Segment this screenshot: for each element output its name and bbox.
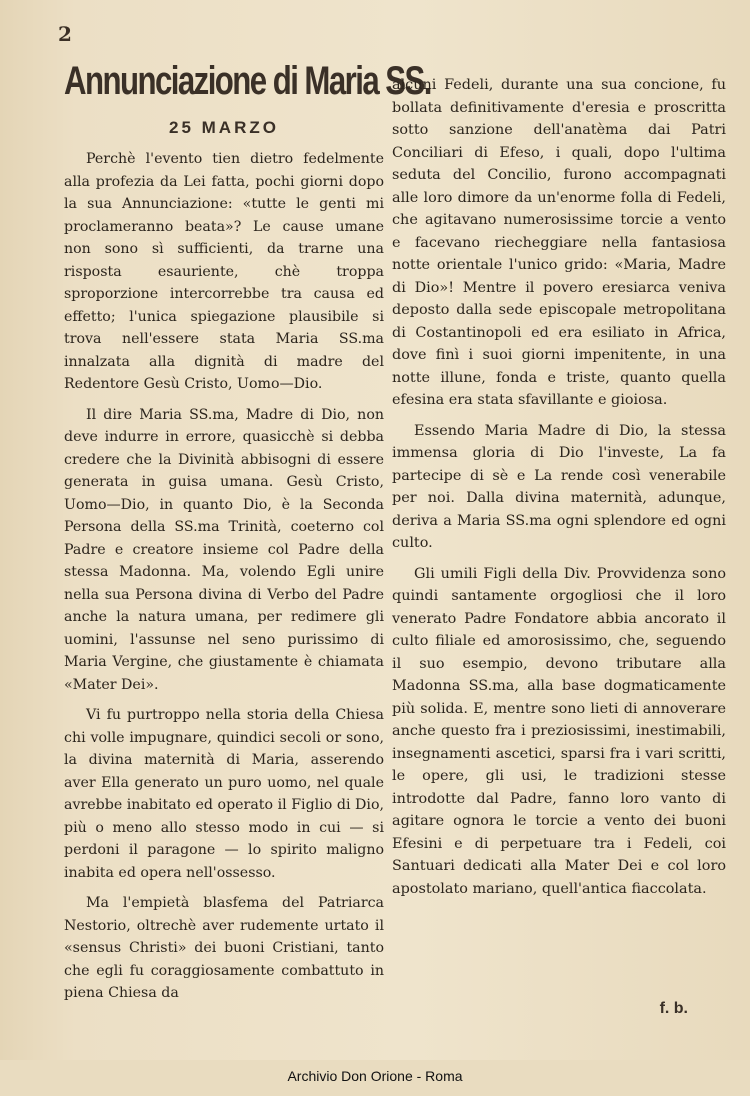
- archive-footer: [0, 1060, 750, 1096]
- paragraph: Perchè l'evento tien dietro fedelmente alla profezia da Lei fatta, pochi giorni dopo la sua Annunciazione: «tutte le genti mi proclameranno beata»? Le cause umane non sono sì sufficienti, da trarne una risposta esauriente, chè troppa sproporzione intercorrebbe tra causa ed effetto; l'unica spiegazione plausibile si trova nell'essere stata Maria SS.ma innalzata alla dignità di madre del Redentore Gesù Cristo, Uomo—Dio.: [64, 151, 384, 392]
- paragraph: Vi fu purtroppo nella storia della Chiesa chi volle impugnare, quindici secoli or sono, la divina maternità di Maria, asserendo aver Ella generato un puro uomo, nel quale avrebbe inabitato ed operato il Figlio di Dio, più o meno allo stesso modo in cui — si perdoni il paragone — lo spirito maligno inabita ed opera nell'ossesso.: [64, 707, 384, 881]
- paragraph: Gli umili Figli della Div. Provvidenza sono quindi santamente orgogliosi che il loro venerato Padre Fondatore abbia ancorato il culto filiale ed amorosissimo, che, seguendo il suo esempio, devono tributare alla Madonna SS.ma, alla base dogmaticamente più solida. E, mentre sono lieti di annoverare anche questo fra i preziosissimi, inestimabili, insegnamenti ascetici, sparsi fra i vari scritti, le opere, gli usi, le tradizioni stesse introdotte dal Padre, fanno loro vanto di agitare ognora le torcie a vento dei buoni Efesini e di perpetuare tra i Fedeli, coi Santuari dedicati alla Mater Dei e col loro apostolato mariano, quell'antica fiaccolata.: [392, 565, 726, 897]
- paragraph: alcuni Fedeli, durante una sua concione, fu bollata definitivamente d'eresia e proscritta sotto sanzione dell'anatèma dai Patri Conciliari di Efeso, i quali, dopo l'ultima seduta del Concilio, furono accompagnati alle loro dimore da un'enorme folla di Fedeli, che agitavano numerosissime torcie a vento e facevano riecheggiare nella fantasiosa notte orientale l'unico grido: «Maria, Madre di Dio»! Mentre il povero eresiarca veniva deposto dalla sede episcopale metropolitana di Costantinopoli ed era esiliato in Africa, dove finì i suoi giorni impenitente, in una notte illune, fonda e triste, quanto quella efesina era stata sfavillante e gioiosa.: [392, 77, 726, 408]
- article-date: 25 MARZO: [169, 118, 279, 137]
- page-number: 2: [58, 22, 72, 46]
- paragraph: Essendo Maria Madre di Dio, la stessa immensa gloria di Dio l'investe, La fa partecipe di sè e La rende così venerabile per noi. Dalla divina maternità, adunque, deriva a Maria SS.ma ogni splendore ed ogni culto.: [392, 422, 726, 551]
- left-column: [64, 58, 431, 1013]
- paragraph: Ma l'empietà blasfema del Patriarca Nestorio, oltrechè aver rudemente urtato il «sensus Christi» dei buoni Cristiani, tanto che egli fu coraggiosamente combattuto in piena Chiesa da: [64, 895, 384, 1001]
- paragraph: Il dire Maria SS.ma, Madre di Dio, non deve indurre in errore, quasicchè si debba credere che la Divinità abbisogni di essere generata in guisa umana. Gesù Cristo, Uomo—Dio, in quanto Dio, è la Seconda Persona della SS.ma Trinità, coeterno col Padre e creatore insieme col Padre della stessa Madonna. Ma, volendo Egli unire nella sua Persona divina di Verbo del Padre anche la natura umana, per redimere gli uomini, l'assunse nel seno purissimo di Maria Vergine, che giustamente è chiamata «Mater Dei».: [64, 406, 384, 693]
- article-title: Annunciazione di Maria SS.: [64, 59, 431, 103]
- author-signature: f. b.: [659, 1000, 688, 1017]
- archive-label: Archivio Don Orione - Roma: [287, 1068, 463, 1084]
- right-column: [392, 74, 726, 908]
